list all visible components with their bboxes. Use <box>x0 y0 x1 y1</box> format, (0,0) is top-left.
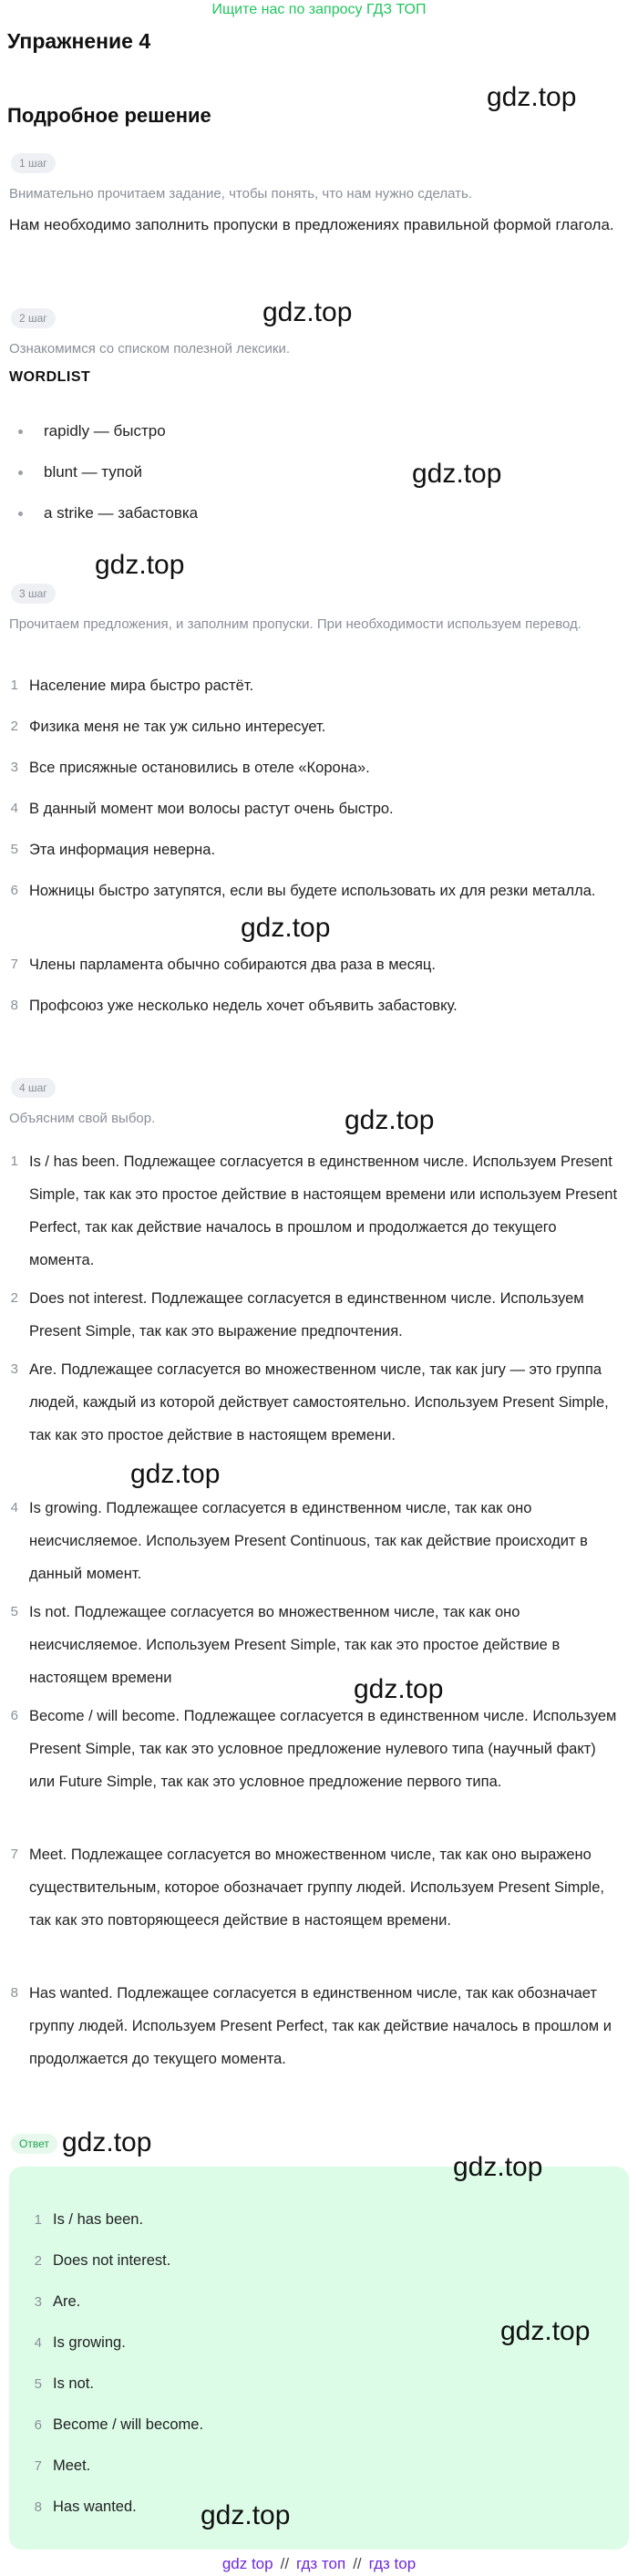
list-item: 4 Is growing. <box>34 2334 126 2351</box>
list-item: a strike — забастовка <box>18 492 565 533</box>
watermark: gdz.top <box>62 2127 152 2157</box>
answer-badge: Ответ <box>11 2134 57 2154</box>
list-item: blunt — тупой <box>18 451 565 492</box>
watermark: gdz.top <box>241 913 331 943</box>
bullet-icon <box>18 471 23 475</box>
explanation-list <box>0 1145 638 2081</box>
list-item: 2 Does not interest. Подлежащее согласуется в единственном числе. Используем Present Simple, так как это выражение предпочтения. <box>10 1290 584 1340</box>
bullet-icon <box>18 512 23 516</box>
list-item: 2 Физика меня не так уж сильно интересует. <box>10 719 326 735</box>
bullet-icon <box>18 429 23 434</box>
list-item: 1 Is / has been. Подлежащее согласуется в единственном числе. Используем Present Simple, так как это простое действие в настоящем времени или используем Present Perfect, так как действие началось в прошлом и продолжается до текущего момента. <box>10 1154 618 1268</box>
list-item: 1 Население мира быстро растёт. <box>10 678 254 694</box>
list-item: 6 Ножницы быстро затупятся, если вы будете использовать их для резки металла. <box>10 883 596 899</box>
wordlist <box>18 410 565 533</box>
list-item: 8 Профсоюз уже несколько недель хочет объявить забастовку. <box>10 998 458 1014</box>
list-item: 5 Is not. Подлежащее согласуется во множественном числе, так как оно неисчисляемое. Используем Present Simple, так как это простое действие в настоящем времени <box>10 1604 561 1686</box>
step-1-badge: 1 шаг <box>11 153 56 173</box>
list-item: 5 Is not. <box>34 2375 94 2392</box>
list-item: 3 Are. Подлежащее согласуется во множественном числе, так как jury — это группа людей, каждый из которой действует самостоятельно. Используем Present Simple, так как это простое действие в настоящем времени. <box>10 1361 609 1443</box>
footer-link-gdz-top-mixed[interactable]: гдз top <box>368 2555 417 2572</box>
watermark: gdz.top <box>95 550 185 580</box>
watermark: gdz.top <box>345 1105 435 1135</box>
step-3-description: Прочитаем предложения, и заполним пропуски. При необходимости используем перевод. <box>9 616 581 632</box>
watermark: gdz.top <box>487 82 577 112</box>
footer-links: gdz top // гдз топ // гдз top <box>221 2555 417 2572</box>
list-item: 7 Meet. Подлежащее согласуется во множественном числе, так как оно выражено существительным, которое обозначает группу людей. Используем Present Simple, так как это повторяющееся действие в настоящем времени. <box>10 1847 604 1929</box>
top-banner: Ищите нас по запросу ГДЗ ТОП <box>211 2 427 17</box>
list-item: 3 Are. <box>34 2293 81 2310</box>
list-item: 2 Does not interest. <box>34 2252 171 2269</box>
wordlist-title: WORDLIST <box>9 369 91 385</box>
watermark: gdz.top <box>354 1674 444 1704</box>
step-3-badge: 3 шаг <box>11 584 56 604</box>
step-4-description: Объясним свой выбор. <box>9 1111 156 1126</box>
list-item: rapidly — быстро <box>18 410 565 451</box>
list-item: 3 Все присяжные остановились в отеле «Корона». <box>10 760 370 776</box>
page-title: Упражнение 4 <box>7 29 151 53</box>
footer-link-gdz-top[interactable]: gdz top <box>221 2555 273 2572</box>
step-1-description: Внимательно прочитаем задание, чтобы понять, что нам нужно сделать. <box>9 186 473 202</box>
watermark: gdz.top <box>412 459 502 489</box>
list-item: 8 Has wanted. Подлежащее согласуется в единственном числе, так как обозначает группу людей. Используем Present Perfect, так как действие началось в прошлом и продолжается до текущего момента. <box>10 1985 612 2067</box>
translation-list <box>0 669 638 1030</box>
list-item: 7 Члены парламента обычно собираются два раза в месяц. <box>10 957 436 973</box>
watermark: gdz.top <box>453 2152 543 2182</box>
step-4-badge: 4 шаг <box>11 1078 56 1098</box>
list-item: 5 Эта информация неверна. <box>10 842 216 858</box>
list-item: 6 Become / will become. Подлежащее согласуется в единственном числе. Используем Present Simple, так как это условное предложение нулевого типа (научный факт) или Future Simple, так как это условное предложение первого типа. <box>10 1708 617 1790</box>
watermark: gdz.top <box>201 2500 291 2530</box>
footer-link-gdz-top-ru[interactable]: гдз топ <box>296 2555 346 2572</box>
answer-list <box>9 2199 629 2528</box>
list-item: 4 В данный момент мои волосы растут очень быстро. <box>10 801 394 817</box>
list-item: 4 Is growing. Подлежащее согласуется в единственном числе, так как оно неисчисляемое. Используем Present Continuous, так как действие происходит в данный момент. <box>10 1500 588 1582</box>
step-2-badge: 2 шаг <box>11 308 56 328</box>
section-title: Подробное решение <box>7 104 211 127</box>
watermark: gdz.top <box>500 2316 591 2346</box>
list-item: 8 Has wanted. <box>34 2498 137 2515</box>
step-2-description: Ознакомимся со списком полезной лексики. <box>9 341 291 357</box>
list-item: 6 Become / will become. <box>34 2416 204 2433</box>
list-item: 1 Is / has been. <box>34 2211 144 2228</box>
list-item: 7 Meet. <box>34 2457 91 2474</box>
watermark: gdz.top <box>130 1459 221 1489</box>
watermark: gdz.top <box>262 297 353 327</box>
step-1-text: Нам необходимо заполнить пропуски в предложениях правильной формой глагола. <box>9 216 614 233</box>
